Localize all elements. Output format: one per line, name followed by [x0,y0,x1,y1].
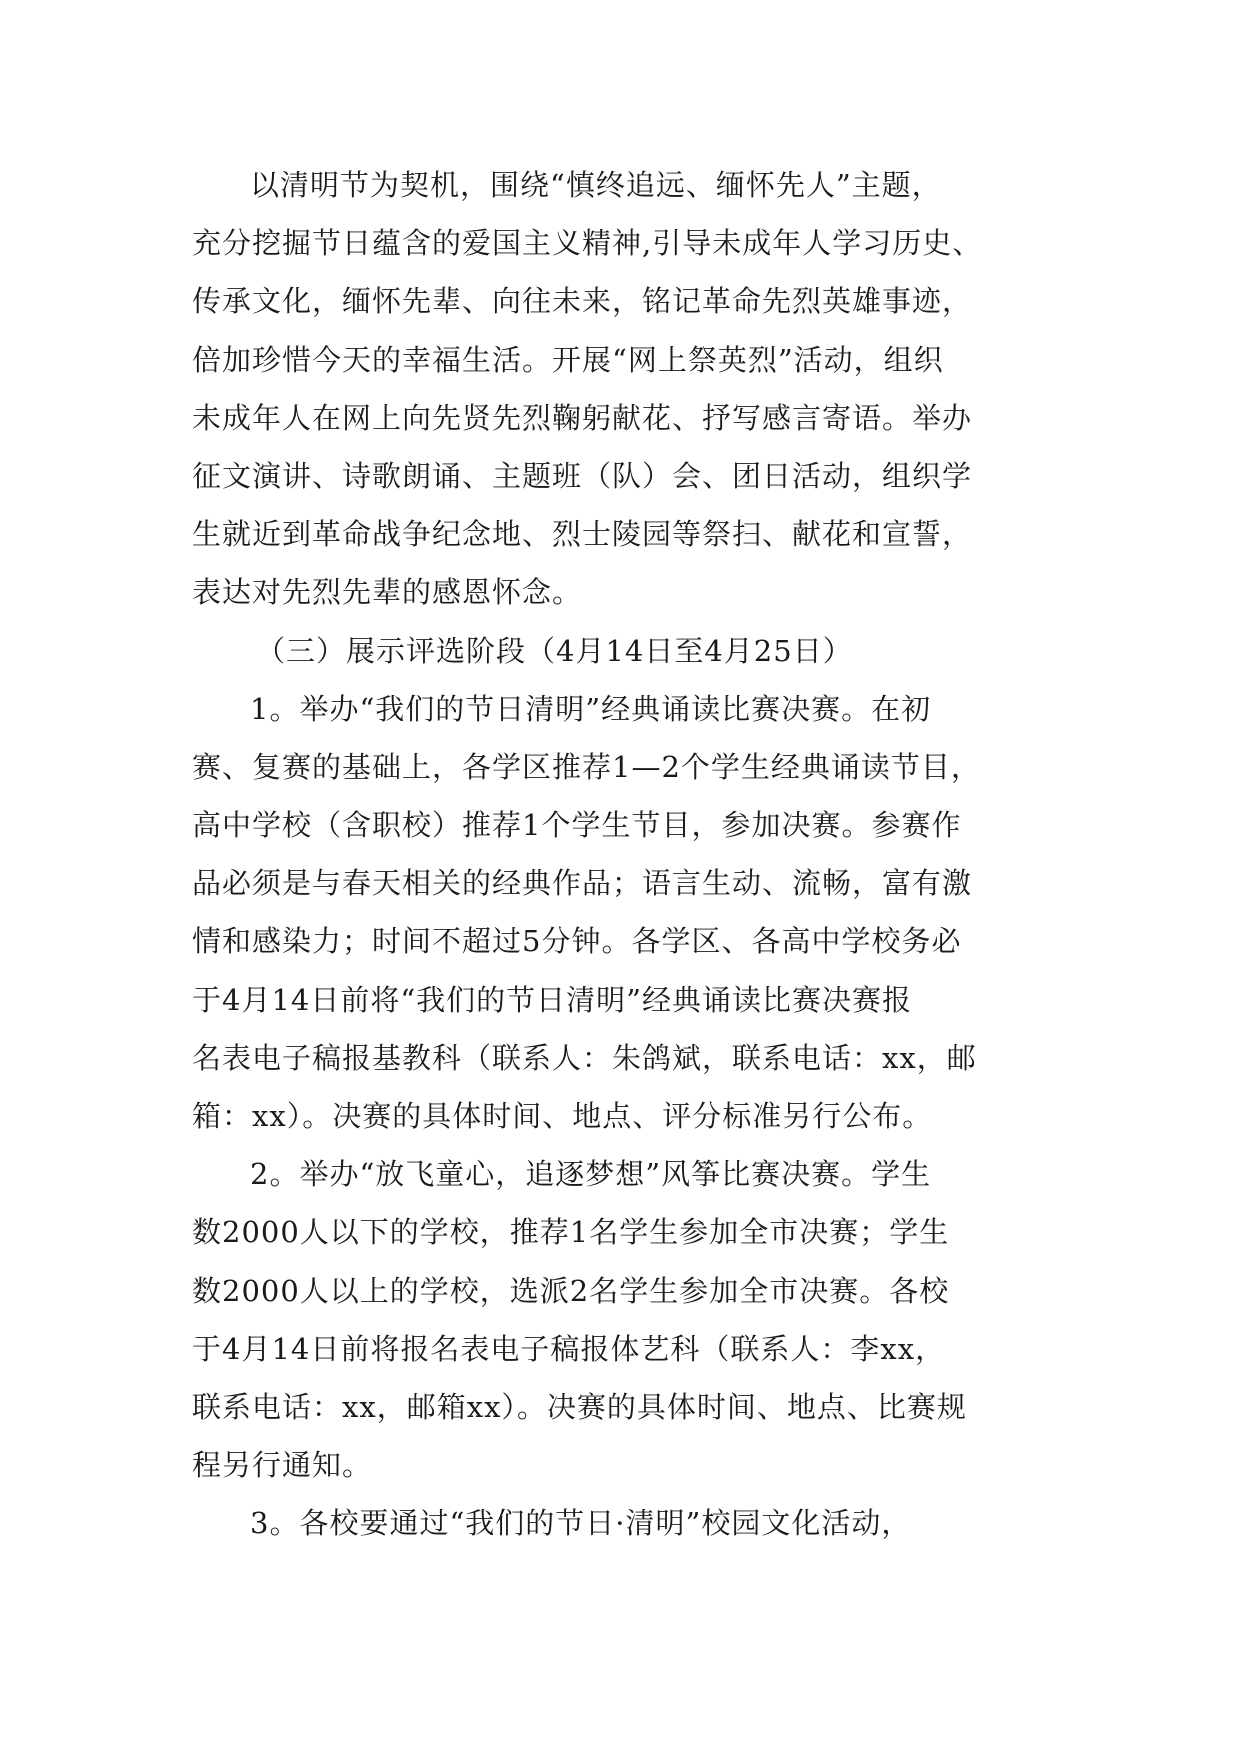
paragraph-line: 高中学校（含职校）推荐1个学生节目，参加决赛。参赛作 [192,808,962,843]
paragraph-line: 以清明节为契机，围绕“慎终追远、缅怀先人”主题， [250,168,942,202]
section-heading: （三）展示评选阶段（4月14日至4月25日） [256,633,853,668]
paragraph-line: 数2000人以下的学校，推荐1名学生参加全市决赛；学生 [192,1215,950,1250]
body-text [192,156,1092,1553]
paragraph-line: 充分挖掘节日蕴含的爱国主义精神,引导未成年人学习历史、 [192,226,983,261]
paragraph-line: 箱：xx）。决赛的具体时间、地点、评分标准另行公布。 [192,1099,933,1133]
paragraph-line: 未成年人在网上向先贤先烈鞠躬献花、抒写感言寄语。举办 [192,400,973,435]
paragraph-line: 品必须是与春天相关的经典作品；语言生动、流畅，富有激 [192,866,973,901]
paragraph-line: 1。举办“我们的节日清明”经典诵读比赛决赛。在初 [250,691,932,726]
paragraph-line: 名表电子稿报基教科（联系人：朱鸽斌，联系电话：xx，邮 [192,1040,977,1075]
paragraph-line: 数2000人以上的学校，选派2名学生参加全市决赛。各校 [192,1273,950,1308]
paragraph-line: 程另行通知。 [192,1448,373,1483]
paragraph-line: 2。举办“放飞童心，追逐梦想”风筝比赛决赛。学生 [250,1157,932,1192]
paragraph-line: 倍加珍惜今天的幸福生活。开展“网上祭英烈”活动，组织 [192,342,944,377]
paragraph-line: 3。各校要通过“我们的节日·清明”校园文化活动， [250,1506,912,1541]
paragraph-line: 赛、复赛的基础上，各学区推荐1—2个学生经典诵读节目， [192,749,981,784]
paragraph-line: 表达对先烈先辈的感恩怀念。 [192,575,583,610]
paragraph-line: 征文演讲、诗歌朗诵、主题班（队）会、团日活动，组织学 [192,458,973,493]
paragraph-line: 传承文化，缅怀先辈、向往未来，铭记革命先烈英雄事迹， [192,284,973,319]
paragraph-line: 情和感染力；时间不超过5分钟。各学区、各高中学校务必 [192,924,962,959]
paragraph-line: 于4月14日前将“我们的节日清明”经典诵读比赛决赛报 [192,982,913,1017]
paragraph-line: 于4月14日前将报名表电子稿报体艺科（联系人：李xx， [192,1331,946,1366]
paragraph-line: 联系电话：xx，邮箱xx）。决赛的具体时间、地点、比赛规 [192,1389,967,1424]
paragraph-line: 生就近到革命战争纪念地、烈士陵园等祭扫、献花和宣誓， [192,517,973,552]
